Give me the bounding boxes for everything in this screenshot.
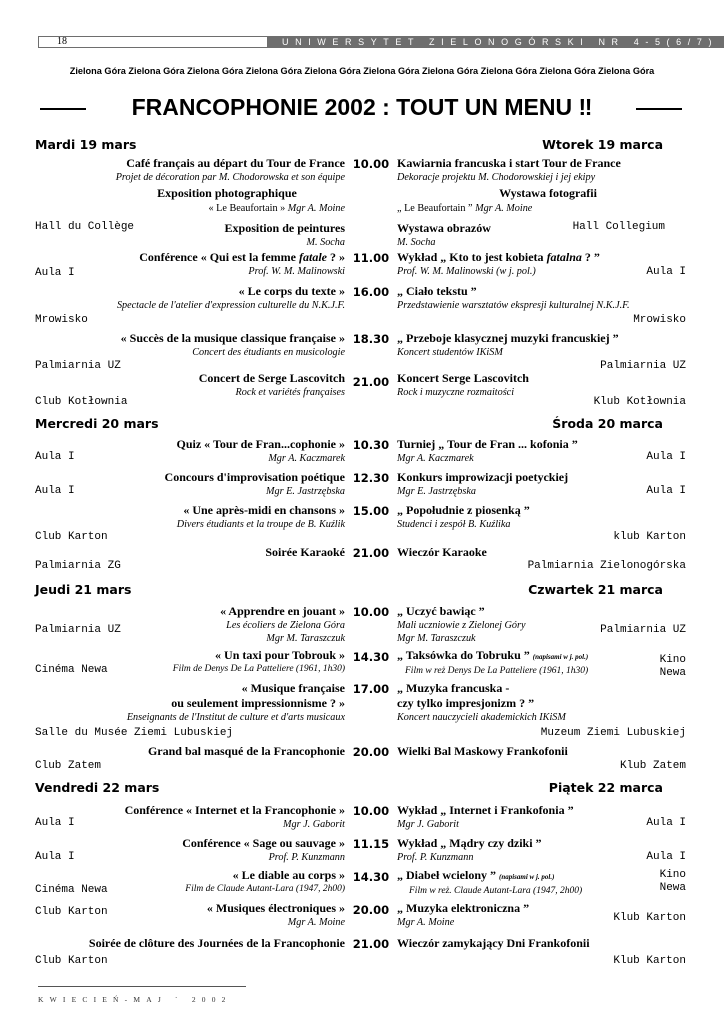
event-title-fr: Café français au départ du Tour de France (126, 156, 345, 170)
event-time: 17.00 (352, 682, 390, 696)
event-detail-pl: Mgr A. Moine (397, 917, 455, 928)
day-heading-pl: Czwartek 21 marca (528, 582, 663, 597)
event-title-fr: « Musique française (241, 681, 345, 695)
event-detail-pl: Koncert nauczycieli akademickich IKiSM (397, 712, 566, 723)
event-time: 10.00 (352, 605, 390, 619)
event-place-pl: Palmiarnia UZ (600, 360, 686, 372)
city-line: Zielona Góra Zielona Góra Zielona Góra Zielona Góra Zielona Góra Zielona Góra Zielona Góra Zielona Góra Zielona Góra Zielona Góra (69, 66, 655, 76)
day-heading-fr: Vendredi 22 mars (35, 780, 160, 795)
event-detail-fr: Prof. W. M. Malinowski (248, 266, 345, 277)
event-detail-fr: « Le Beaufortain » (208, 203, 288, 214)
event-detail-fr: Mgr A. Kaczmarek (268, 453, 345, 464)
event-place-fr: Aula I (35, 267, 75, 279)
event-title-fr: « Le corps du texte » (238, 284, 345, 298)
event-detail-pl: M. Socha (397, 237, 436, 248)
title-rule-right (636, 108, 682, 110)
page-title: FRANCOPHONIE 2002 : TOUT UN MENU ‼ (131, 94, 593, 120)
event-title-fr: Conférence « Sage ou sauvage » (182, 836, 345, 850)
event-place-pl: Palmiarnia Zielonogórska (527, 560, 686, 572)
event-title-fr: « Succès de la musique classique française » (120, 331, 345, 345)
journal-title: UNIWERSYTET ZIELONOGÓRSKI NR 4-5(6/7) (282, 37, 719, 47)
event-person-pl: Mgr M. Taraszczuk (397, 633, 476, 644)
event-place-pl: Klub Karton (613, 912, 686, 924)
event-title-pl: „ Muzyka francuska - (397, 681, 510, 695)
event-place-pl: klub Karton (613, 531, 686, 543)
event-detail-pl: Film w reż Denys De La Patteliere (1961, 1h30) (405, 666, 589, 676)
day-heading-fr: Jeudi 21 mars (35, 582, 132, 597)
event-person-fr: Mgr M. Taraszczuk (266, 633, 345, 644)
event-title-pl-end: ? ” (581, 250, 600, 264)
event-place-fr: Club Zatem (35, 760, 102, 772)
event-place-fr: Club Kotłownia (35, 396, 128, 408)
event-title-pl: Wieczór zamykający Dni Frankofonii (397, 936, 590, 950)
event-title-fr-italic: fatale (299, 250, 327, 264)
event-place-fr: Palmiarnia ZG (35, 560, 121, 572)
event-time: 12.30 (352, 471, 390, 485)
event-title-fr-end: ? » (327, 250, 345, 264)
event-time: 14.30 (352, 650, 390, 664)
event-time: 21.00 (352, 375, 390, 389)
event-place-fr: Aula I (35, 817, 75, 829)
event-person-pl: Mgr A. Moine (475, 203, 533, 214)
event-title-pl: Turniej „ Tour de Fran ... kofonia ” (397, 437, 578, 451)
event-place-pl: Muzeum Ziemi Lubuskiej (540, 727, 686, 739)
event-time: 10.30 (352, 438, 390, 452)
event-time: 20.00 (352, 903, 390, 917)
event-detail-pl: Mgr A. Kaczmarek (397, 453, 474, 464)
event-place-pl: Aula I (646, 451, 686, 463)
event-detail-pl: Mali uczniowie z Zielonej Góry (397, 620, 526, 631)
event-title-pl: „ Przeboje klasycznej muzyki francuskiej ” (397, 331, 619, 345)
event-title-pl-italic: fatalna (546, 250, 582, 264)
event-detail-pl: Prof. W. M. Malinowski (w j. pol.) (397, 266, 536, 277)
event-detail-fr: Spectacle de l'atelier d'expression culturelle du N.K.J.F. (116, 300, 345, 311)
event-title-fr: « Un taxi pour Tobrouk » (215, 648, 345, 662)
event-place-fr: Cinéma Newa (35, 884, 108, 896)
event-place-fr: Cinéma Newa (35, 664, 108, 676)
event-title-pl: „ Popołudnie z piosenką ” (397, 503, 530, 517)
event-title-pl-2: czy tylko impresjonizm ? ” (397, 696, 535, 710)
event-detail-fr: Les écoliers de Zielona Góra (226, 620, 345, 631)
event-detail-fr: Mgr A. Moine (287, 917, 345, 928)
event-title-fr: Concours d'improvisation poétique (164, 470, 345, 484)
event-place-pl: Hall Collegium (572, 221, 665, 233)
event-detail-fr: M. Socha (306, 237, 345, 248)
event-place-fr: Club Karton (35, 531, 108, 543)
page-number-box (38, 36, 268, 48)
event-title-fr: « Une après-midi en chansons » (183, 503, 345, 517)
page-number: 18 (57, 36, 67, 47)
event-place-pl: Aula I (646, 485, 686, 497)
event-detail-pl: Koncert studentów IKiSM (397, 347, 503, 358)
event-title-fr: Soirée de clôture des Journées de la Francophonie (88, 936, 345, 950)
day-heading-pl: Wtorek 19 marca (542, 137, 663, 152)
event-detail-fr: Concert des étudiants en musicologie (192, 347, 345, 358)
event-title-fr: Soirée Karaoké (265, 545, 345, 559)
event-time: 18.30 (352, 332, 390, 346)
event-detail-pl: Dekoracje projektu M. Chodorowskiej i jej ekipy (397, 172, 596, 183)
event-time: 11.15 (352, 837, 390, 851)
event-title-pl: „ Taksówka do Tobruku ” (397, 648, 530, 662)
event-place-pl: Aula I (646, 851, 686, 863)
event-place-fr: Club Karton (35, 955, 108, 967)
event-detail-fr: Film de Claude Autant-Lara (1947, 2h00) (185, 884, 345, 894)
event-time: 10.00 (352, 157, 390, 171)
event-title-pl: „ Diabeł wcielony ” (397, 868, 496, 882)
event-detail-pl: Studenci i zespół B. Kuźlika (397, 519, 511, 530)
event-detail-fr: Film de Denys De La Patteliere (1961, 1h30) (172, 664, 345, 674)
event-title-fr: « Musiques électroniques » (206, 901, 345, 915)
event-place-fr: Aula I (35, 485, 75, 497)
event-place-fr: Salle du Musée Ziemi Lubuskiej (35, 727, 234, 739)
event-title-fr: « Apprendre en jouant » (220, 604, 345, 618)
day-heading-pl: Środa 20 marca (552, 416, 663, 431)
event-title-pl: „ Uczyć bawiąc ” (397, 604, 485, 618)
event-title-pl: „ Muzyka elektroniczna ” (397, 901, 530, 915)
event-time: 15.00 (352, 504, 390, 518)
event-title-pl: Konkurs improwizacji poetyckiej (397, 470, 569, 484)
event-title-pl: „ Ciało tekstu ” (397, 284, 477, 298)
event-title-fr-2: ou seulement impressionnisme ? » (171, 696, 345, 710)
event-title-fr: Grand bal masqué de la Francophonie (147, 744, 345, 758)
event-subtitle-note-pl: (napisami w j. pol.) (499, 873, 555, 881)
event-detail-fr: Prof. P. Kunzmann (268, 852, 345, 863)
event-place-fr: Club Karton (35, 906, 108, 918)
event-title-pl: Wykład „ Kto to jest kobieta (397, 250, 547, 264)
event-place-pl: Palmiarnia UZ (600, 624, 686, 636)
event-detail-pl: Przedstawienie warsztatów ekspresji kulturalnej N.K.J.F. (397, 300, 630, 311)
event-time: 10.00 (352, 804, 390, 818)
event-place-fr: Aula I (35, 451, 75, 463)
event-detail-pl: „ Le Beaufortain ” (397, 203, 476, 214)
event-detail-fr: Rock et variétés françaises (235, 387, 345, 398)
day-heading-pl: Piątek 22 marca (548, 780, 663, 795)
event-time: 14.30 (352, 870, 390, 884)
event-title-pl: Koncert Serge Lascovitch (397, 371, 529, 385)
event-detail-pl: Mgr J. Gaborit (397, 819, 459, 830)
event-time: 16.00 (352, 285, 390, 299)
event-place-pl: Klub Kotłownia (593, 396, 686, 408)
event-time: 20.00 (352, 745, 390, 759)
event-title-fr: Exposition de peintures (224, 221, 345, 235)
event-title-fr: Exposition photographique (157, 186, 297, 200)
day-heading-fr: Mardi 19 mars (35, 137, 137, 152)
event-detail-fr: Enseignants de l'Institut de culture et d'arts musicaux (126, 712, 345, 723)
event-title-pl: Wieczór Karaoke (397, 545, 487, 559)
event-title-fr: Quiz « Tour de Fran...cophonie » (176, 437, 345, 451)
event-detail-pl: Mgr E. Jastrzębska (397, 486, 476, 497)
event-place-pl: Klub Karton (613, 955, 686, 967)
event-place-fr: Hall du Collège (35, 221, 135, 233)
event-title-pl: Wystawa obrazów (397, 221, 491, 235)
event-detail-fr: Mgr E. Jastrzębska (266, 486, 345, 497)
event-place-fr: Palmiarnia UZ (35, 360, 121, 372)
event-subtitle-note-pl: (napisami w j. pol.) (532, 653, 589, 661)
event-title-fr: Conférence « Qui est la femme (139, 250, 299, 264)
event-place-pl: Kino (659, 869, 686, 881)
event-place-pl-2: Newa (659, 667, 686, 679)
event-place-pl-2: Newa (659, 882, 686, 894)
event-detail-pl: Film w reż. Claude Autant-Lara (1947, 2h00) (409, 886, 583, 896)
event-place-fr: Aula I (35, 851, 75, 863)
event-title-pl: Wystawa fotografii (499, 186, 597, 200)
event-detail-fr: Projet de décoration par M. Chodorowska et son équipe (115, 172, 345, 183)
footer-rule (38, 986, 246, 987)
day-heading-fr: Mercredi 20 mars (35, 416, 159, 431)
event-place-pl: Mrowisko (633, 314, 686, 326)
event-place-pl: Aula I (646, 266, 686, 278)
event-title-pl: Wykład „ Internet i Frankofonia ” (397, 803, 574, 817)
event-title-pl: Wielki Bal Maskowy Frankofonii (397, 744, 568, 758)
event-place-fr: Mrowisko (35, 314, 88, 326)
event-place-pl: Kino (659, 654, 686, 666)
event-title-pl: Wykład „ Mądry czy dziki ” (397, 836, 542, 850)
event-place-fr: Palmiarnia UZ (35, 624, 121, 636)
event-title-fr: Concert de Serge Lascovitch (198, 371, 345, 385)
event-title-fr: Conférence « Internet et la Francophonie » (124, 803, 345, 817)
footer-date: KWIECIEŃ-MAJ ` 2002 (38, 995, 232, 1004)
event-title-fr: « Le diable au corps » (232, 868, 345, 882)
event-place-pl: Klub Zatem (619, 760, 686, 772)
event-place-pl: Aula I (646, 817, 686, 829)
event-detail-pl: Prof. P. Kunzmann (397, 852, 474, 863)
event-detail-fr: Divers étudiants et la troupe de B. Kuźlik (176, 519, 345, 530)
event-detail-fr: Mgr J. Gaborit (283, 819, 345, 830)
event-time: 11.00 (352, 251, 390, 265)
event-title-pl: Kawiarnia francuska i start Tour de France (397, 156, 621, 170)
event-time: 21.00 (352, 937, 390, 951)
event-time: 21.00 (352, 546, 390, 560)
event-person-fr: Mgr A. Moine (287, 203, 345, 214)
event-detail-pl: Rock i muzyczne rozmaitości (397, 387, 515, 398)
